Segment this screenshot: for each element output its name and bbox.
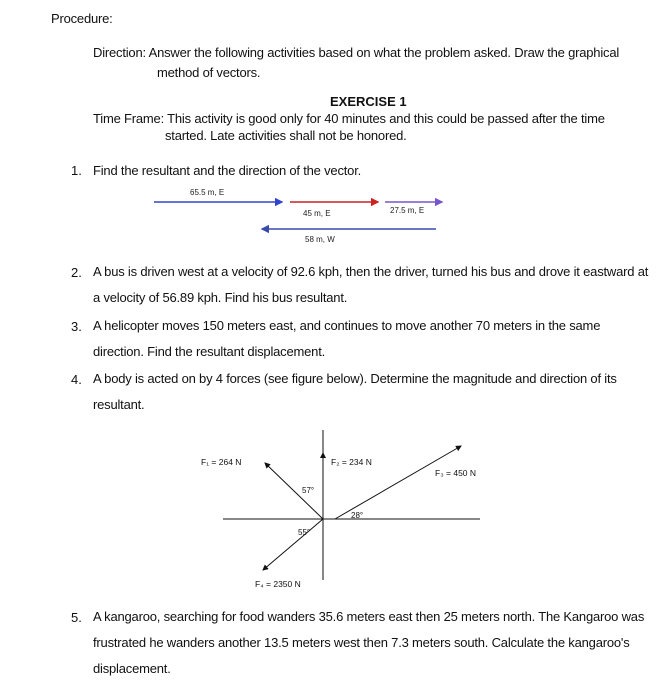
vector-label-65-5: 65.5 m, E (190, 188, 225, 197)
force-diagram (195, 420, 505, 595)
question-text: A body is acted on by 4 forces (see figure below). Determine the magnitude and direction of its resultant. (93, 371, 617, 412)
time-frame-line1: Time Frame: This activity is good only for 40 minutes and this could be passed after the time (93, 111, 605, 126)
vector-label-45: 45 m, E (303, 209, 331, 218)
force-label-f1: F₁ = 264 N (201, 457, 242, 467)
angle-label-55: 55° (298, 528, 311, 537)
section-title: Procedure: (51, 11, 113, 26)
force-label-f3: F₃ = 450 N (435, 468, 477, 478)
angle-label-28: 28° (351, 511, 364, 520)
vector-label-27-5: 27.5 m, E (390, 206, 425, 215)
question-text: Find the resultant and the direction of the vector. (93, 163, 362, 178)
question-number: 5. (71, 610, 82, 625)
direction-text-line1: Direction: Answer the following activities based on what the problem asked. Draw the graphical (93, 45, 620, 60)
direction-text-line2: method of vectors. (157, 65, 261, 80)
vector-diagram-1 (140, 184, 450, 246)
force-label-f4: F₄ = 2350 N (255, 579, 301, 589)
question-number: 2. (71, 265, 82, 280)
angle-label-57: 57° (302, 486, 315, 495)
force-arrow-f4 (263, 519, 323, 570)
time-frame-line2: started. Late activities shall not be honored. (165, 128, 407, 143)
vector-label-58: 58 m, W (305, 235, 335, 244)
question-number: 3. (71, 319, 82, 334)
question-text: A helicopter moves 150 meters east, and continues to move another 70 meters in the same direction. Find the resultant displacement. (93, 318, 601, 359)
question-text: A kangaroo, searching for food wanders 35.6 meters east then 25 meters north. The Kangaroo was frustrated he wanders another 13.5 meters west then 7.3 meters south. Calculate the kangaroo's displacement. (93, 609, 645, 676)
exercise-title: EXERCISE 1 (330, 94, 407, 109)
force-label-f2: F₂ = 234 N (331, 457, 372, 467)
question-number: 4. (71, 372, 82, 387)
force-arrow-f1 (265, 463, 323, 519)
question-number: 1. (71, 163, 82, 178)
question-text: A bus is driven west at a velocity of 92.6 kph, then the driver, turned his bus and drove it eastward at a velocity of 56.89 kph. Find his bus resultant. (93, 264, 649, 305)
